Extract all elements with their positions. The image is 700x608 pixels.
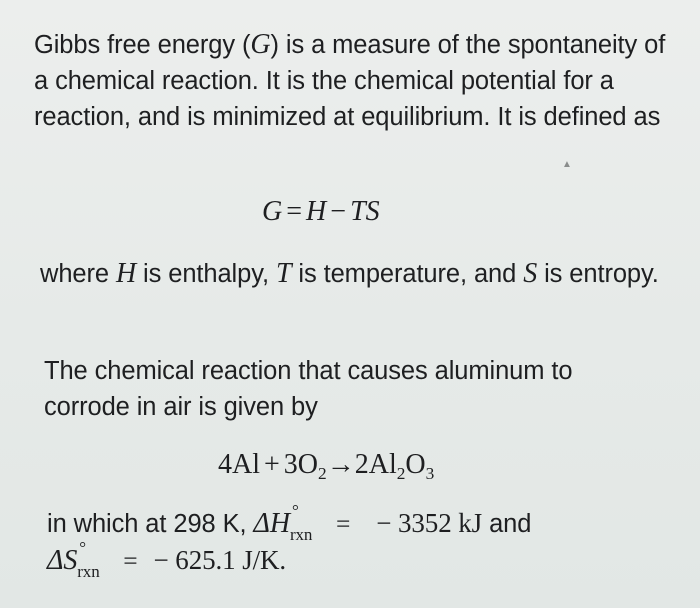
eq-equals: = — [286, 196, 303, 227]
intro-text-b: ) is a measure of the spontaneity of a chemical reaction. It is the chemical potential for a reaction, and is minimized at equilibrium. It is defined as — [34, 31, 666, 131]
definitions-paragraph — [40, 256, 660, 292]
delta-s-scripts — [77, 537, 107, 581]
conditions-text-b: and — [482, 510, 532, 538]
gibbs-equation — [262, 196, 380, 228]
delta-h-degree: ° — [291, 500, 299, 520]
eq-ts: TS — [350, 196, 380, 227]
def-text-b: is enthalpy, — [136, 260, 276, 288]
def-text-a: where — [40, 260, 116, 288]
reaction-equation — [218, 449, 434, 484]
delta-s-equals: = — [123, 546, 138, 575]
delta-h-scripts — [289, 500, 320, 544]
delta-h-value: − 3352 kJ — [376, 508, 483, 538]
reactant-al: 4Al — [218, 449, 260, 480]
conditions-text-a: in which at 298 K, — [47, 510, 254, 538]
var-g: G — [250, 29, 271, 60]
eq-h: H — [306, 196, 327, 227]
intro-paragraph — [34, 27, 674, 135]
delta-h-rxn: rxn — [289, 524, 313, 544]
delta-s-symbol: ΔS — [47, 545, 78, 576]
o2-subscript: 2 — [318, 464, 327, 484]
o-subscript: 3 — [425, 464, 435, 484]
eq-minus: − — [330, 196, 347, 227]
reaction-plus: + — [264, 449, 280, 480]
intro-text-a: Gibbs free energy ( — [34, 31, 251, 59]
def-text-d: is entropy. — [537, 260, 659, 288]
reaction-intro-paragraph — [44, 353, 664, 425]
delta-h-symbol: ΔH — [253, 508, 290, 539]
delta-h-equals: = — [335, 509, 351, 538]
var-t: T — [275, 258, 292, 289]
reactant-o2: 3O — [283, 449, 319, 480]
product-al2: 2Al — [354, 449, 397, 480]
product-o3: O — [405, 449, 426, 480]
delta-s-rxn: rxn — [77, 561, 100, 581]
reaction-arrow: → — [326, 449, 355, 480]
var-h: H — [115, 258, 137, 289]
reaction-intro-text: The chemical reaction that causes aluminum to corrode in air is given by — [44, 357, 573, 421]
al-subscript: 2 — [396, 464, 406, 484]
delta-s-degree: ° — [79, 537, 86, 557]
var-s: S — [523, 258, 538, 289]
eq-g: G — [262, 196, 283, 227]
delta-s-value: − 625.1 J/K. — [153, 545, 287, 575]
stray-mark: ▲ — [562, 159, 572, 170]
conditions-paragraph — [47, 500, 667, 581]
def-text-c: is temperature, and — [291, 260, 524, 288]
